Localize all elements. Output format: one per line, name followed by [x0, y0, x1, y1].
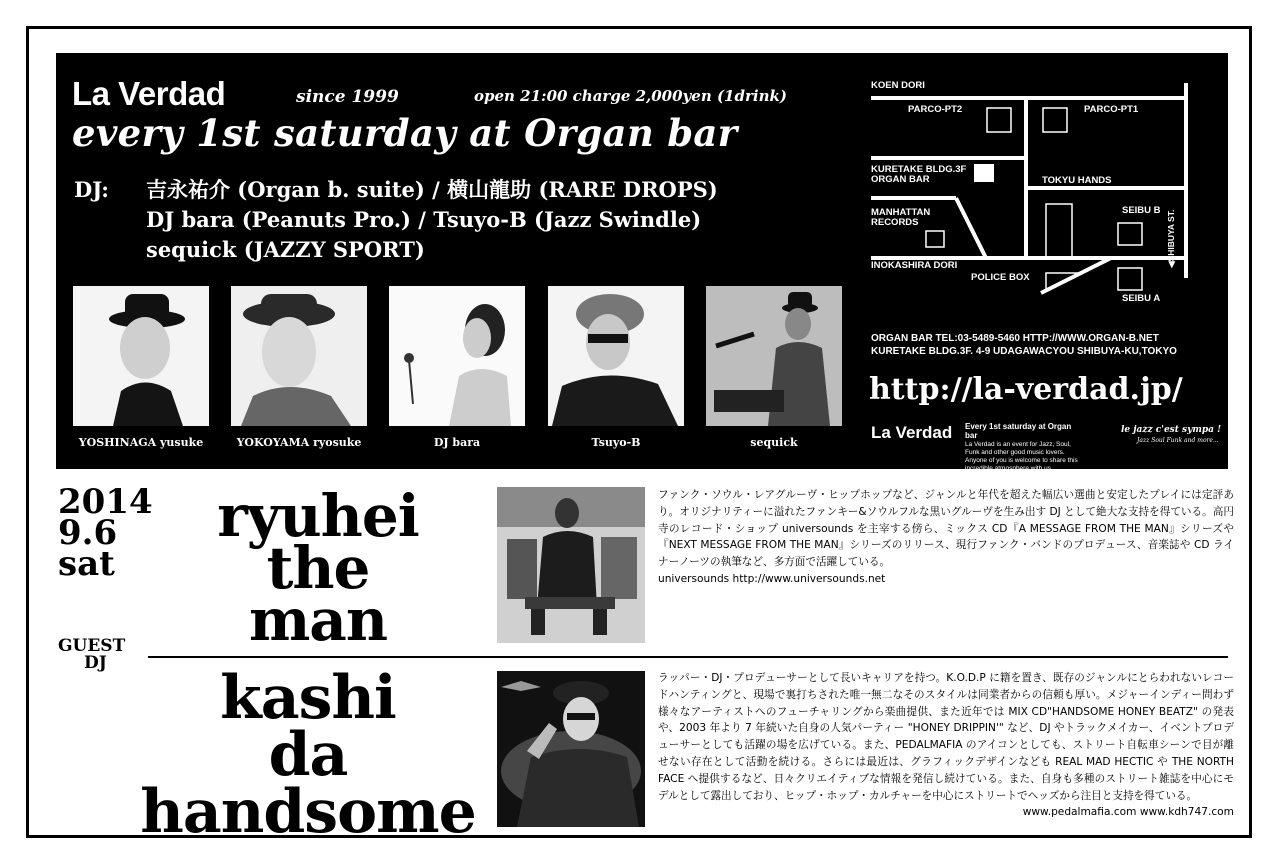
- footer-sub-text: La Verdad is an event for Jazz, Soul, Funk and other good music lovers. Anyone of you is welcome to share this incredible atmosphere with us.: [965, 441, 1078, 472]
- guest1-photo: [497, 487, 645, 643]
- footer-description: [965, 423, 1085, 473]
- guest2-bio-text: ラッパー・DJ・プロデューサーとして長いキャリアを持つ。K.O.D.P に籍を置き、既存のジャンルにとらわれないレコードハンティングと、現場で裏打ちされた唯一無二なそのスタイルは同業者からの信頼も厚い。メジャーインディー問わず様々なアーティストへのフューチャリングから楽曲提供、また近年では MIX CD"HANDSOME HONEY BEATZ" の発表や、2003 年より 7 年続いた自身の人気パーティー "HONEY DRIPPIN'" など、DJ やトラックメイカー、イベントプロデューサーとしても活躍の場を広げている。また、PEDALMAFIA のアイコンとしても、ストリート自転車シーンで目が離せない存在として活動を続ける。さらには最近は、グラフィックデザインなども REAL MAD HECTIC や THE NORTH FACE へ提供するなど、日々クリエイティブな情報を発信し続けている。また、自身も多種のストリート雑誌を中心にモデルとして露出しており、ヒップ・ホップ・カルチャーを中心にストリートでヘッズから注目と支持を得ている。: [658, 672, 1234, 802]
- footer-brand: La Verdad: [871, 423, 953, 442]
- dj-line-3: sequick (JAZZY SPORT): [146, 237, 425, 262]
- event-year: 2014: [58, 482, 153, 522]
- map-manhattan: MANHATTAN: [871, 207, 931, 218]
- event-date: [58, 482, 153, 584]
- dj-photo-bara: [389, 286, 525, 426]
- caption-tsuyo-b: Tsuyo-B: [591, 436, 641, 449]
- caption-yokoyama: YOKOYAMA ryosuke: [236, 436, 362, 449]
- dj-photo-yokoyama: [231, 286, 367, 426]
- event-weekday: sat: [58, 544, 115, 584]
- divider: [148, 656, 1228, 658]
- map-tokyu-hands: TOKYU HANDS: [1042, 175, 1112, 186]
- website-url[interactable]: http://la-verdad.jp/: [869, 372, 1183, 407]
- venue-line-2: KURETAKE BLDG.3F. 4-9 UDAGAWACYOU SHIBUYA-KU,TOKYO: [871, 346, 1177, 357]
- guest-label-1: GUEST: [58, 636, 126, 656]
- venue-line-1: ORGAN BAR TEL:03-5489-5460 HTTP://WWW.ORGAN-B.NET: [871, 333, 1159, 344]
- venue-map: [866, 78, 1211, 323]
- guest2-name: [100, 663, 516, 847]
- map-seibu-a: SEIBU A: [1122, 293, 1161, 304]
- map-parco-pt2: PARCO-PT2: [908, 104, 963, 115]
- map-koen-dori: KOEN DORI: [871, 80, 925, 91]
- guest1-bio: [658, 487, 1234, 588]
- dj-line-2: DJ bara (Peanuts Pro.) / Tsuyo-B (Jazz Swindle): [146, 207, 702, 232]
- header-panel: [56, 53, 1228, 472]
- footer-sub-title: Every 1st saturday at Organ bar: [965, 422, 1072, 440]
- guest-dj-label: [58, 638, 125, 672]
- brand-title: La Verdad: [72, 75, 226, 112]
- guest1-name: [188, 482, 448, 654]
- map-kuretake: KURETAKE BLDG.3F: [871, 164, 967, 175]
- caption-bara: DJ bara: [433, 436, 481, 449]
- map-records: RECORDS: [871, 217, 919, 228]
- caption-sequick: sequick: [750, 436, 798, 449]
- dj-photo-yoshinaga: [73, 286, 209, 426]
- map-parco-pt1: PARCO-PT1: [1084, 104, 1139, 115]
- footer-jazz-sub: Jazz Soul Funk and more...: [1137, 437, 1219, 444]
- map-inokashira: INOKASHIRA DORI: [871, 260, 958, 271]
- map-seibu-b: SEIBU B: [1122, 205, 1161, 216]
- dj-photo-sequick: [706, 286, 842, 426]
- since-text: since 1999: [296, 87, 399, 107]
- guest2-name-1: kashi: [220, 663, 396, 733]
- event-day-month: 9.6: [58, 513, 118, 553]
- open-charge-text: open 21:00 charge 2,000yen (1drink): [474, 87, 787, 105]
- guest2-name-2: da: [268, 720, 348, 790]
- guest2-bio: [658, 670, 1234, 821]
- guest-label-2: DJ: [84, 653, 107, 673]
- event-tagline: every 1st saturday at Organ bar: [72, 111, 738, 155]
- guest1-bio-text: ファンク・ソウル・レアグルーヴ・ヒップホップなど、ジャンルと年代を超えた幅広い選曲と安定したプレイには定評あり。オリジナリティーに溢れたファンキー&ソウルフルな黒いグルーヴを生み出す DJ として絶大な支持を得ている。高円寺のレコード・ショップ universounds を主宰する傍ら、ミックス CD『A MESSAGE FROM THE MAN』シリーズや『NEXT MESSAGE FROM THE MAN』シリーズのリリース、現行ファンク・バンドのプロデュース、音楽誌や CD ライナーノーツの執筆など、多方面で活躍している。: [658, 489, 1234, 569]
- footer-jazz: le jazz c'est sympa !: [1121, 425, 1222, 435]
- guest1-name-2: the: [266, 534, 370, 602]
- guest2-photo: [497, 671, 645, 827]
- guest1-link[interactable]: universounds http://www.universounds.net: [658, 572, 886, 585]
- map-shibuya-st: ◀SHIBUYA ST.: [1166, 209, 1176, 268]
- dj-lines: [146, 175, 718, 265]
- dj-line-1: 吉永祐介 (Organ b. suite) / 横山龍助 (RARE DROPS): [146, 177, 718, 202]
- guest1-name-3: man: [248, 586, 388, 654]
- dj-photo-tsuyo-b: [548, 286, 684, 426]
- guest2-link[interactable]: www.pedalmafia.com www.kdh747.com: [1022, 806, 1234, 819]
- caption-yoshinaga: YOSHINAGA yusuke: [78, 436, 204, 449]
- guest1-name-1: ryuhei: [217, 482, 419, 550]
- dj-label: DJ:: [74, 177, 110, 202]
- map-police-box: POLICE BOX: [971, 272, 1030, 283]
- guest2-name-3: handsome: [140, 777, 476, 847]
- venue-info: [871, 332, 1177, 358]
- map-organ-bar: ORGAN BAR: [871, 174, 930, 185]
